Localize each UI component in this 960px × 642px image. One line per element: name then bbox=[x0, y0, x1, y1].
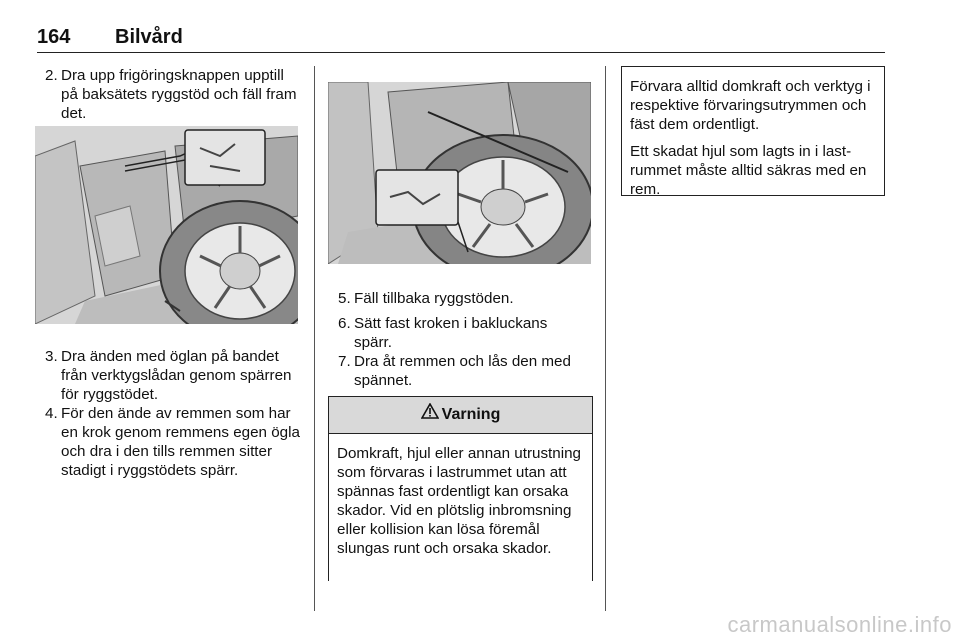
warning-triangle-icon bbox=[421, 397, 439, 433]
warning-box bbox=[328, 396, 593, 581]
note-paragraph-1: Förvara alltid domkraft och verktyg i respektive förvaringsutrymmen och fäst dem ordentligt. bbox=[630, 78, 871, 133]
figure-trunk-seatback bbox=[35, 126, 298, 324]
step-5-text: Fäll tillbaka ryggstöden. bbox=[354, 290, 514, 307]
note-box bbox=[621, 66, 885, 196]
step-3-text: Dra änden med öglan på bandet från verktygslådan genom spärren för ryggstödet. bbox=[61, 348, 292, 403]
warning-text: Domkraft, hjul eller annan utrustning som förvaras i lastrummet utan att spännas fast ordentligt kan orsaka skador. Vid en plötslig inbromsning eller kollision kan lösa föremål slungas runt och orsaka skador. bbox=[337, 445, 581, 557]
step-4-text: För den ände av remmen som har en krok genom remmens egen ögla och dra i den tills remmen sitter stadigt i ryggstödets spärr. bbox=[61, 405, 300, 479]
page-number: 164 bbox=[37, 26, 71, 48]
step-6-text: Sätt fast kroken i bakluckans spärr. bbox=[354, 315, 548, 351]
step-2-text: Dra upp frigöringsknappen upptill på baksätets ryggstöd och fäll fram det. bbox=[61, 67, 297, 122]
column-divider bbox=[314, 66, 315, 611]
watermark: carmanualsonline.info bbox=[727, 612, 952, 637]
warning-header bbox=[329, 397, 592, 434]
warning-title: Varning bbox=[441, 406, 501, 424]
section-title: Bilvård bbox=[115, 26, 183, 48]
note-paragraph-2: Ett skadat hjul som lagts in i lastrummet måste alltid säkras med en rem. bbox=[630, 143, 867, 198]
page-header bbox=[37, 26, 885, 53]
step-7-text: Dra åt remmen och lås den med spännet. bbox=[354, 353, 571, 389]
column-divider bbox=[605, 66, 606, 611]
figure-trunk-wheel-strap bbox=[328, 82, 591, 264]
